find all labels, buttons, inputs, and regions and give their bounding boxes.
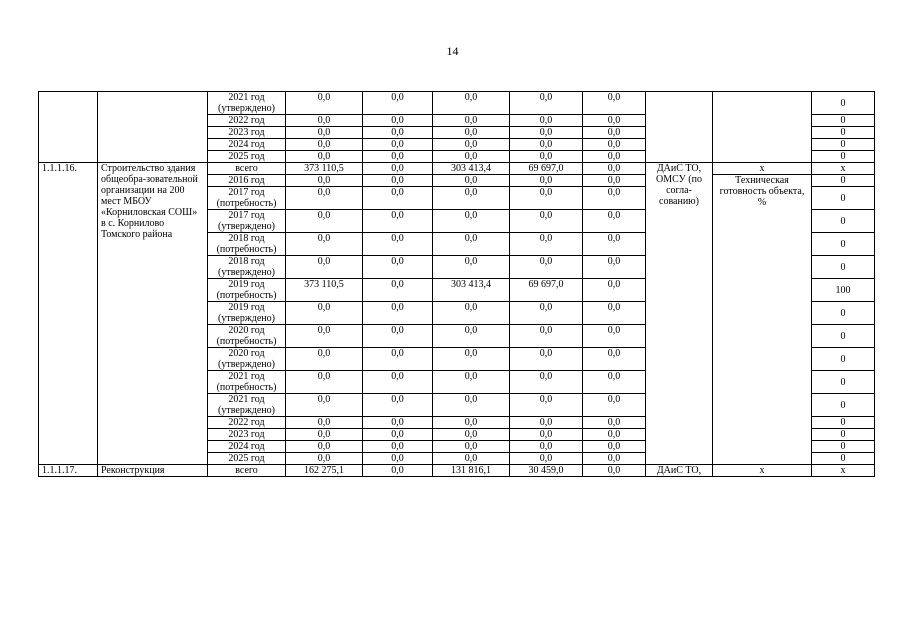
- indicator-value-cell: 0: [812, 394, 875, 417]
- item-name: Реконструкция: [98, 465, 208, 477]
- amount-cell: 0,0: [583, 417, 646, 429]
- amount-cell: 0,0: [510, 233, 583, 256]
- amount-cell: 0,0: [433, 429, 510, 441]
- amount-cell: 0,0: [510, 256, 583, 279]
- amount-cell: 0,0: [433, 371, 510, 394]
- amount-cell: 0,0: [510, 302, 583, 325]
- amount-cell: 0,0: [583, 465, 646, 477]
- amount-cell: 0,0: [433, 139, 510, 151]
- amount-cell: 0,0: [583, 429, 646, 441]
- item-code: 1.1.1.16.: [39, 163, 98, 465]
- indicator-value-cell: 0: [812, 429, 875, 441]
- amount-cell: 0,0: [510, 394, 583, 417]
- code-cell: [39, 92, 98, 163]
- indicator-value-cell: 0: [812, 441, 875, 453]
- amount-cell: 0,0: [363, 441, 433, 453]
- indicator-value-cell: 0: [812, 210, 875, 233]
- table-row: [39, 92, 875, 115]
- indicator-value-cell: 0: [812, 417, 875, 429]
- amount-cell: 0,0: [433, 92, 510, 115]
- period-cell: 2021 год (утверждено): [208, 92, 286, 115]
- amount-cell: 0,0: [363, 127, 433, 139]
- period-cell: 2020 год (утверждено): [208, 348, 286, 371]
- amount-cell: 0,0: [363, 371, 433, 394]
- period-cell: 2022 год: [208, 417, 286, 429]
- period-cell: всего: [208, 163, 286, 175]
- amount-cell: 0,0: [433, 453, 510, 465]
- period-cell: 2023 год: [208, 429, 286, 441]
- amount-cell: 0,0: [583, 233, 646, 256]
- amount-cell: 0,0: [433, 325, 510, 348]
- amount-cell: 0,0: [583, 175, 646, 187]
- amount-cell: 0,0: [433, 151, 510, 163]
- amount-cell: 0,0: [510, 175, 583, 187]
- indicator-value-cell: 0: [812, 453, 875, 465]
- amount-cell: 0,0: [433, 127, 510, 139]
- item-name: Строительство здания общеобра-зовательной организации на 200 мест МБОУ «Корниловская СОШ» в с. Корнилово Томского района: [98, 163, 208, 465]
- amount-cell: 0,0: [363, 429, 433, 441]
- amount-cell: 0,0: [286, 325, 363, 348]
- amount-cell: 0,0: [433, 233, 510, 256]
- amount-cell: 0,0: [583, 348, 646, 371]
- amount-cell: 0,0: [583, 139, 646, 151]
- amount-cell: 0,0: [583, 371, 646, 394]
- amount-cell: 0,0: [433, 210, 510, 233]
- period-cell: 2019 год (утверждено): [208, 302, 286, 325]
- period-cell: 2024 год: [208, 139, 286, 151]
- amount-cell: 0,0: [286, 127, 363, 139]
- period-cell: 2018 год (утверждено): [208, 256, 286, 279]
- amount-cell: 0,0: [363, 279, 433, 302]
- amount-cell: 0,0: [363, 139, 433, 151]
- indicator-value-cell: 0: [812, 139, 875, 151]
- amount-cell: 0,0: [286, 348, 363, 371]
- indicator-value-cell: 0: [812, 256, 875, 279]
- period-cell: 2017 год (потребность): [208, 187, 286, 210]
- amount-cell: 0,0: [286, 175, 363, 187]
- amount-cell: 0,0: [286, 429, 363, 441]
- indicator-value-cell: 0: [812, 302, 875, 325]
- amount-cell: 0,0: [433, 441, 510, 453]
- budget-table: [38, 91, 875, 477]
- period-cell: 2016 год: [208, 175, 286, 187]
- amount-cell: 131 816,1: [433, 465, 510, 477]
- amount-cell: 0,0: [363, 256, 433, 279]
- period-cell: 2021 год (утверждено): [208, 394, 286, 417]
- amount-cell: 0,0: [286, 371, 363, 394]
- amount-cell: 0,0: [433, 302, 510, 325]
- amount-cell: 69 697,0: [510, 163, 583, 175]
- amount-cell: 0,0: [286, 139, 363, 151]
- amount-cell: 0,0: [510, 139, 583, 151]
- indicator-value-cell: 0: [812, 233, 875, 256]
- indicator-cell: [713, 92, 812, 163]
- item-code: 1.1.1.17.: [39, 465, 98, 477]
- amount-cell: 0,0: [583, 210, 646, 233]
- amount-cell: 0,0: [510, 127, 583, 139]
- period-cell: 2023 год: [208, 127, 286, 139]
- amount-cell: 0,0: [583, 187, 646, 210]
- indicator-value-cell: 0: [812, 175, 875, 187]
- amount-cell: 0,0: [286, 233, 363, 256]
- period-cell: всего: [208, 465, 286, 477]
- amount-cell: 0,0: [510, 348, 583, 371]
- period-cell: 2025 год: [208, 151, 286, 163]
- indicator-value-cell: 0: [812, 151, 875, 163]
- indicator-cell: х: [713, 163, 812, 175]
- amount-cell: 0,0: [363, 302, 433, 325]
- amount-cell: 0,0: [510, 453, 583, 465]
- amount-cell: 0,0: [363, 465, 433, 477]
- amount-cell: 0,0: [363, 453, 433, 465]
- executor-cell: ДАиС ТО,: [646, 465, 713, 477]
- amount-cell: 0,0: [363, 115, 433, 127]
- amount-cell: 0,0: [363, 163, 433, 175]
- amount-cell: 0,0: [583, 151, 646, 163]
- amount-cell: 0,0: [286, 453, 363, 465]
- amount-cell: 0,0: [363, 233, 433, 256]
- amount-cell: 0,0: [510, 417, 583, 429]
- amount-cell: 0,0: [286, 256, 363, 279]
- amount-cell: 0,0: [510, 151, 583, 163]
- amount-cell: 0,0: [583, 441, 646, 453]
- amount-cell: 0,0: [286, 394, 363, 417]
- amount-cell: 0,0: [433, 175, 510, 187]
- amount-cell: 0,0: [583, 453, 646, 465]
- indicator-value-cell: 0: [812, 115, 875, 127]
- amount-cell: 0,0: [363, 151, 433, 163]
- name-cell: [98, 92, 208, 163]
- amount-cell: 0,0: [583, 302, 646, 325]
- executor-cell: [646, 92, 713, 163]
- amount-cell: 0,0: [286, 115, 363, 127]
- page-number: 14: [446, 44, 459, 58]
- amount-cell: 69 697,0: [510, 279, 583, 302]
- period-cell: 2017 год (утверждено): [208, 210, 286, 233]
- amount-cell: 0,0: [286, 151, 363, 163]
- indicator-value-cell: 0: [812, 127, 875, 139]
- amount-cell: 0,0: [363, 175, 433, 187]
- amount-cell: 0,0: [363, 325, 433, 348]
- amount-cell: 0,0: [286, 210, 363, 233]
- period-cell: 2025 год: [208, 453, 286, 465]
- amount-cell: 0,0: [363, 348, 433, 371]
- indicator-value-cell: х: [812, 465, 875, 477]
- indicator-value-cell: х: [812, 163, 875, 175]
- amount-cell: 0,0: [510, 92, 583, 115]
- amount-cell: 0,0: [510, 210, 583, 233]
- period-cell: 2018 год (потребность): [208, 233, 286, 256]
- period-cell: 2020 год (потребность): [208, 325, 286, 348]
- amount-cell: 0,0: [433, 187, 510, 210]
- table-body: [39, 92, 875, 477]
- amount-cell: 0,0: [583, 92, 646, 115]
- table-row: [39, 465, 875, 477]
- amount-cell: 0,0: [510, 371, 583, 394]
- amount-cell: 0,0: [583, 163, 646, 175]
- period-cell: 2022 год: [208, 115, 286, 127]
- amount-cell: 0,0: [583, 279, 646, 302]
- amount-cell: 0,0: [286, 187, 363, 210]
- amount-cell: 0,0: [433, 256, 510, 279]
- amount-cell: 0,0: [363, 210, 433, 233]
- period-cell: 2021 год (потребность): [208, 371, 286, 394]
- amount-cell: 30 459,0: [510, 465, 583, 477]
- amount-cell: 0,0: [583, 394, 646, 417]
- amount-cell: 0,0: [363, 187, 433, 210]
- amount-cell: 0,0: [510, 115, 583, 127]
- amount-cell: 0,0: [510, 429, 583, 441]
- amount-cell: 0,0: [286, 92, 363, 115]
- amount-cell: 0,0: [286, 302, 363, 325]
- amount-cell: 0,0: [583, 325, 646, 348]
- amount-cell: 162 275,1: [286, 465, 363, 477]
- amount-cell: 0,0: [583, 115, 646, 127]
- amount-cell: 303 413,4: [433, 163, 510, 175]
- executor-cell: ДАиС ТО, ОМСУ (по согла-сованию): [646, 163, 713, 465]
- indicator-name-cell: Техническая готовность объекта, %: [713, 175, 812, 465]
- amount-cell: 0,0: [363, 92, 433, 115]
- amount-cell: 0,0: [510, 441, 583, 453]
- indicator-value-cell: 100: [812, 279, 875, 302]
- amount-cell: 0,0: [433, 394, 510, 417]
- period-cell: 2019 год (потребность): [208, 279, 286, 302]
- indicator-value-cell: 0: [812, 92, 875, 115]
- amount-cell: 0,0: [510, 187, 583, 210]
- amount-cell: 0,0: [583, 127, 646, 139]
- amount-cell: 0,0: [433, 417, 510, 429]
- indicator-value-cell: 0: [812, 187, 875, 210]
- table-row: [39, 163, 875, 175]
- indicator-value-cell: 0: [812, 325, 875, 348]
- amount-cell: 0,0: [510, 325, 583, 348]
- amount-cell: 0,0: [583, 256, 646, 279]
- amount-cell: 0,0: [363, 417, 433, 429]
- amount-cell: 0,0: [286, 417, 363, 429]
- amount-cell: 373 110,5: [286, 163, 363, 175]
- indicator-value-cell: 0: [812, 348, 875, 371]
- indicator-value-cell: 0: [812, 371, 875, 394]
- amount-cell: 0,0: [286, 441, 363, 453]
- period-cell: 2024 год: [208, 441, 286, 453]
- amount-cell: 0,0: [433, 348, 510, 371]
- amount-cell: 373 110,5: [286, 279, 363, 302]
- amount-cell: 0,0: [433, 115, 510, 127]
- amount-cell: 0,0: [363, 394, 433, 417]
- amount-cell: 303 413,4: [433, 279, 510, 302]
- indicator-cell: х: [713, 465, 812, 477]
